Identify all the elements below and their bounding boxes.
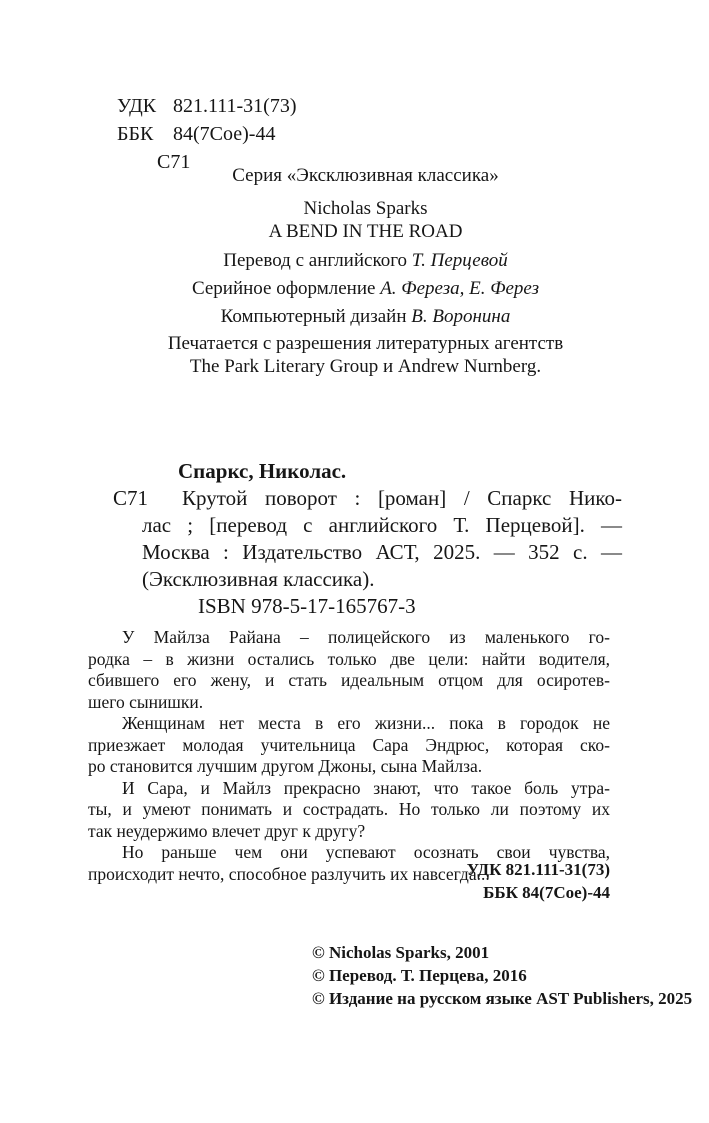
text-line: Москва : Издательство АСТ, 2025. — 352 с. — xyxy=(142,540,622,564)
catalog-author-sign: С71 xyxy=(113,486,149,510)
original-title: A BEND IN THE ROAD xyxy=(268,221,463,242)
udk-value: 821.111-31(73) xyxy=(173,95,297,117)
text-line: ро становится лучшим другом Джоны, сына Майлза. xyxy=(88,756,483,776)
text-line: Крутой поворот : [роман] / Спаркс Нико- xyxy=(182,486,622,510)
credit-translation xyxy=(88,249,643,272)
bbk-label: ББК xyxy=(117,123,154,145)
bbk-top-line xyxy=(117,120,297,148)
bbk-value: 84(7Сое)-44 xyxy=(173,123,276,145)
credit-series-design xyxy=(88,277,643,300)
text-line: © Издание на русском языке AST Publishers, 2025 xyxy=(312,989,693,1008)
annotation xyxy=(88,627,610,885)
original-author: Nicholas Sparks xyxy=(303,198,428,219)
credit-prefix: Серийное оформление xyxy=(191,278,381,299)
credit-name: В. Воронина xyxy=(411,306,511,327)
text-line: © Перевод. Т. Перцева, 2016 xyxy=(312,966,527,985)
annotation-paragraph xyxy=(88,627,610,713)
udk-top-line xyxy=(117,92,297,120)
author-sign-top: С71 xyxy=(157,151,191,173)
credit-prefix: Перевод с английского xyxy=(223,250,412,271)
codes-right-block xyxy=(467,858,610,904)
annotation-paragraph xyxy=(88,713,610,778)
annotation-paragraph xyxy=(88,778,610,843)
catalog-description xyxy=(142,485,622,593)
text-line: © Nicholas Sparks, 2001 xyxy=(312,943,490,962)
text-line: так неудержимо влечет друг к другу? xyxy=(88,820,366,841)
text-line: лас ; [перевод с английского Т. Перцевой]. — xyxy=(142,513,622,537)
udk-bottom-line: УДК 821.111-31(73) xyxy=(466,860,610,879)
credit-prefix: Компьютерный дизайн xyxy=(220,306,412,327)
text-line: происходит нечто, способное разлучить их навсегда... xyxy=(88,863,490,884)
catalog-card xyxy=(113,458,622,620)
text-line: (Эксклюзивная классика). xyxy=(142,567,375,591)
catalog-author-heading: Спаркс, Николас. xyxy=(178,459,347,483)
permission-lines xyxy=(88,332,643,378)
header-block xyxy=(88,164,643,378)
text-line: приезжает молодая учительница Сара Эндрюс, которая ско- xyxy=(88,734,610,755)
text-line: Печатается с разрешения литературных агентств xyxy=(167,333,564,354)
credit-computer-design xyxy=(88,305,643,328)
text-line: The Park Literary Group и Andrew Nurnberg. xyxy=(189,356,542,377)
bbk-bottom-line: ББК 84(7Сое)-44 xyxy=(483,883,610,902)
text-line: родка – в жизни остались только две цели: найти водителя, xyxy=(88,648,610,669)
text-line: У Майлза Райана – полицейского из маленького го- xyxy=(122,627,610,647)
text-line: Но раньше чем они успевают осознать свои чувства, xyxy=(122,842,610,862)
udk-label: УДК xyxy=(117,95,157,117)
copyright-block xyxy=(312,941,692,1010)
series-line: Серия «Эксклюзивная классика» xyxy=(232,165,499,186)
text-line: шего сынишки. xyxy=(88,691,204,712)
isbn-line: ISBN 978-5-17-165767-3 xyxy=(198,594,416,618)
text-line: Женщинам нет места в его жизни... пока в городок не xyxy=(122,713,610,733)
text-line: И Сара, и Майлз прекрасно знают, что такое боль утра- xyxy=(122,777,610,798)
text-line: сбившего его жену, и стать идеальным отцом для осиротев- xyxy=(88,670,610,690)
text-line: ты, и умеют понимать и сострадать. Но только ли поэтому их xyxy=(88,799,610,819)
credit-name: Т. Перцевой xyxy=(411,250,508,271)
credit-name: А. Фереза, Е. Ферез xyxy=(380,278,540,299)
